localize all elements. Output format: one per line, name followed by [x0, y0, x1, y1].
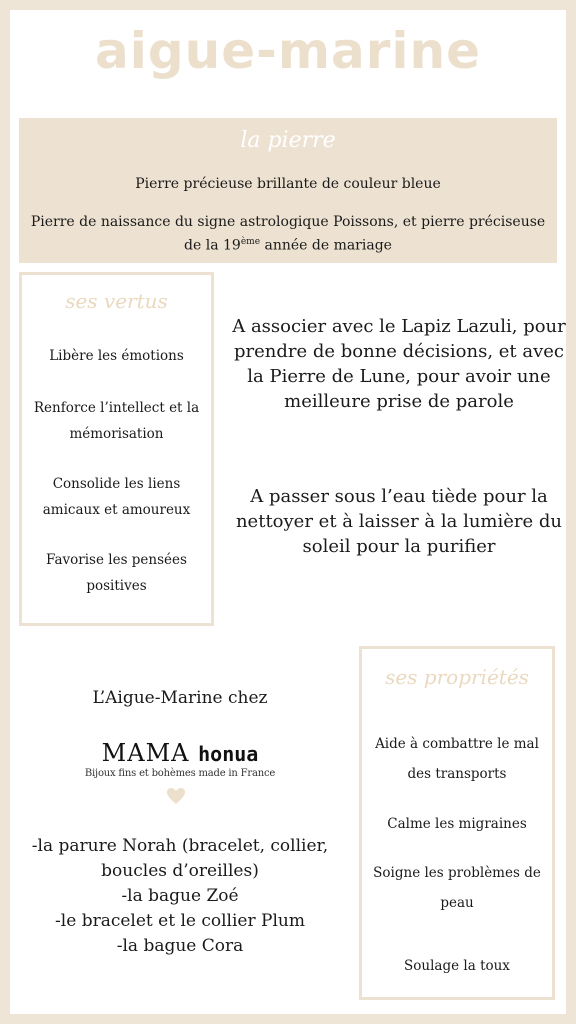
propriete-item: Calme les migraines	[387, 816, 527, 832]
pierre-section	[19, 118, 557, 263]
brand-logo-main: MAMA	[101, 739, 190, 767]
pierre-birthstone-sup: ème	[240, 237, 261, 247]
heart-icon	[165, 785, 187, 807]
proprietes-heading: ses propriétés	[385, 665, 529, 689]
jewelry-item: -la bague Cora	[116, 936, 244, 956]
jewelry-item: -la parure Norah (bracelet, collier, boucles d’oreilles)	[31, 836, 329, 881]
chez-heading: L’Aigue-Marine chez	[92, 688, 268, 708]
proprietes-section	[359, 646, 555, 1000]
pierre-birthstone	[29, 212, 547, 256]
brand-logo	[30, 740, 330, 767]
associer-text: A associer avec le Lapiz Lazuli, pour prendre de bonne décisions, et avec la Pierre de Lune, pour avoir une meilleure prise de parole	[232, 316, 566, 412]
propriete-item: Soigne les problèmes de peau	[373, 865, 541, 911]
vertus-heading: ses vertus	[65, 289, 168, 313]
brand-tagline: Bijoux fins et bohèmes made in France	[84, 768, 276, 779]
pierre-description: Pierre précieuse brillante de couleur bleue	[135, 176, 441, 192]
jewelry-item: -la bague Zoé	[121, 886, 239, 906]
pierre-heading: la pierre	[240, 128, 336, 153]
vertu-item: Favorise les pensées positives	[46, 552, 187, 594]
jewelry-list	[20, 834, 340, 959]
vertu-item: Consolide les liens amicaux et amoureux	[42, 476, 191, 518]
pierre-birthstone-end: année de mariage	[260, 237, 392, 254]
propriete-item: Soulage la toux	[404, 958, 510, 974]
propriete-item: Aide à combattre le mal des transports	[375, 736, 539, 782]
pierre-birthstone-text: Pierre de naissance du signe astrologique Poissons, et pierre préciseuse de la 19	[30, 214, 546, 254]
vertus-section	[19, 272, 214, 626]
nettoyer-text: A passer sous l’eau tiède pour la nettoyer et à laisser à la lumière du soleil pour la purifier	[235, 486, 563, 557]
brand-logo-script: honua	[198, 742, 259, 766]
vertu-item: Libère les émotions	[49, 348, 184, 364]
vertu-item: Renforce l’intellect et la mémorisation	[33, 400, 200, 442]
jewelry-item: -le bracelet et le collier Plum	[55, 911, 305, 931]
page-title: aigue-marine	[94, 22, 482, 80]
